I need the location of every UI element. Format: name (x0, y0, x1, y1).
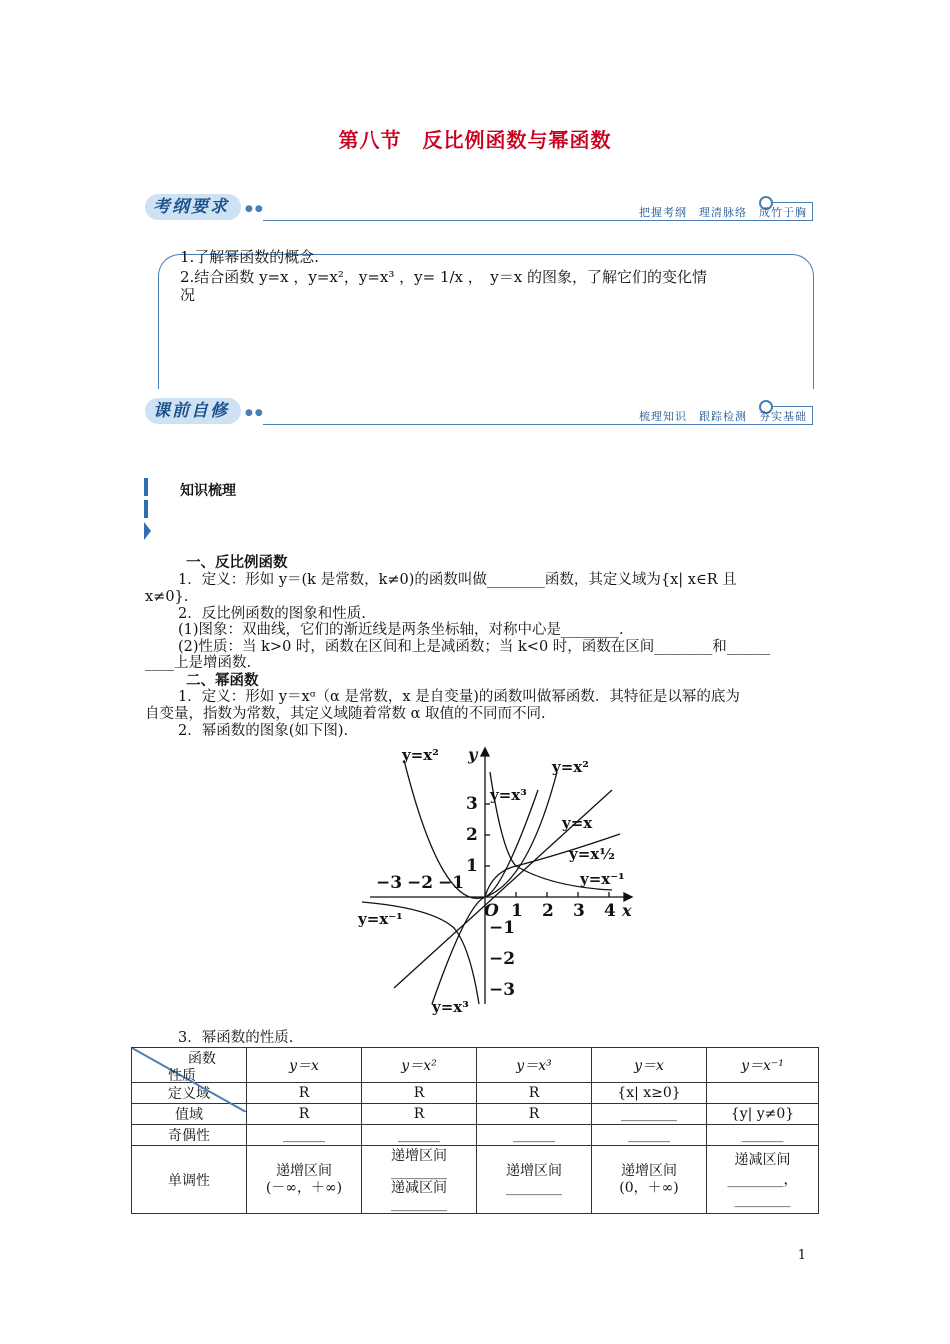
curve-label: y=x (562, 814, 593, 832)
banner-tag: 课前自修 (145, 398, 241, 424)
requirement-line: 2.结合函数 y=x ，y=x²，y=x³ ，y= 1/x ， y＝x 的图象，了解它们的变化情 (180, 268, 707, 286)
row-label: 奇偶性 (132, 1125, 247, 1146)
row-label: 值域 (132, 1104, 247, 1125)
curve-label: y=x² (402, 746, 439, 764)
x-tick: 4 (604, 901, 616, 921)
curve-label: y=x² (552, 758, 589, 776)
y-tick: −3 (489, 980, 516, 1000)
table-caption: 3．幂函数的性质. (178, 1030, 294, 1046)
x-tick: −2 (407, 873, 434, 893)
x-tick: −3 (376, 873, 403, 893)
curve-label: y=x³ (490, 786, 527, 804)
table-cell: ______ (707, 1125, 819, 1146)
curve-label: y=x⁻¹ (580, 870, 625, 888)
curve-label: y=x½ (569, 845, 615, 863)
banner-subtitle: 把握考纲 理清脉络 成竹于胸 (639, 206, 807, 219)
x-tick: 3 (573, 901, 585, 921)
banner-exam-requirements (143, 192, 813, 232)
x-axis-label: x (622, 901, 632, 920)
x-tick: 1 (511, 901, 523, 921)
table-cell: ________ (592, 1104, 707, 1125)
table-corner: 函数 性质 (132, 1048, 247, 1083)
y-tick: −2 (489, 949, 516, 969)
table-cell: R (247, 1104, 362, 1125)
dots-decoration: ●● (245, 408, 265, 418)
column-header: y＝x (247, 1048, 362, 1083)
x-tick: 2 (542, 901, 554, 921)
text-line: x≠0}. (145, 589, 189, 605)
banner-subtitle: 梳理知识 跟踪检测 夯实基础 (639, 410, 807, 423)
table-cell: ______ (477, 1125, 592, 1146)
table-cell: 递减区间 ________， ________ (707, 1146, 819, 1214)
table-cell (707, 1083, 819, 1104)
row-label: 定义域 (132, 1083, 247, 1104)
y-tick: 1 (466, 856, 478, 876)
section-heading: 二、幂函数 (186, 672, 259, 689)
table-cell: R (247, 1083, 362, 1104)
y-axis-label: y (468, 745, 478, 764)
table-cell: ______ (592, 1125, 707, 1146)
text-line: (1)图象：双曲线，它们的渐近线是两条坐标轴，对称中心是________. (178, 622, 624, 638)
table-cell: ______ (247, 1125, 362, 1146)
column-header: y＝x³ (477, 1048, 592, 1083)
column-header: y＝x² (362, 1048, 477, 1083)
table-cell: R (477, 1083, 592, 1104)
row-label: 单调性 (132, 1146, 247, 1214)
curve-label: y=x³ (432, 998, 469, 1016)
origin-label: O (484, 901, 499, 921)
y-tick: 3 (466, 794, 478, 814)
section-heading: 一、反比例函数 (186, 554, 288, 571)
table-cell: 递增区间 (－∞，＋∞) (247, 1146, 362, 1214)
table-cell: 递增区间 ________ 递减区间 ________ (362, 1146, 477, 1214)
table-cell: 递增区间 ________ (477, 1146, 592, 1214)
text-line: (2)性质：当 k>0 时，函数在区间和上是减函数；当 k<0 时，函数在区间________和______ (178, 639, 771, 655)
banner-tag: 考纲要求 (145, 194, 241, 220)
bars-icon (144, 478, 153, 544)
text-line: 自变量，指数为常数，其定义域随着常数 α 取值的不同而不同. (145, 706, 546, 722)
table-cell: R (477, 1104, 592, 1125)
text-line: 1．定义：形如 y＝xᵅ（α 是常数，x 是自变量)的函数叫做幂函数．其特征是以幂的底为 (178, 689, 740, 705)
page-number: 1 (797, 1248, 806, 1263)
curve-label: y=x⁻¹ (358, 910, 403, 928)
table-cell: R (362, 1104, 477, 1125)
requirement-line: 1.了解幂函数的概念. (180, 248, 320, 266)
requirement-line: 况 (180, 286, 196, 304)
power-function-graph (352, 742, 642, 1024)
column-header: y＝x⁻¹ (707, 1048, 819, 1083)
table-cell: R (362, 1083, 477, 1104)
text-line: 2．反比例函数的图象和性质. (178, 606, 366, 622)
text-line: 2．幂函数的图象(如下图). (178, 723, 349, 739)
column-header: y＝x (592, 1048, 707, 1083)
dots-decoration: ●● (245, 204, 265, 214)
page-title: 第八节 反比例函数与幂函数 (338, 128, 612, 152)
table-cell: 递增区间 (0，＋∞) (592, 1146, 707, 1214)
table-cell: ______ (362, 1125, 477, 1146)
text-line: 1．定义：形如 y＝(k 是常数，k≠0)的函数叫做________函数，其定义域为{x| x∈R 且 (178, 572, 737, 588)
y-tick: 2 (466, 825, 478, 845)
text-line: ____上是增函数. (145, 655, 252, 671)
banner-pre-class (143, 396, 813, 436)
properties-table (131, 1047, 819, 1214)
table-cell: {x| x≥0} (592, 1083, 707, 1104)
x-tick: −1 (438, 873, 465, 893)
y-tick: −1 (489, 918, 516, 938)
table-cell: {y| y≠0} (707, 1104, 819, 1125)
